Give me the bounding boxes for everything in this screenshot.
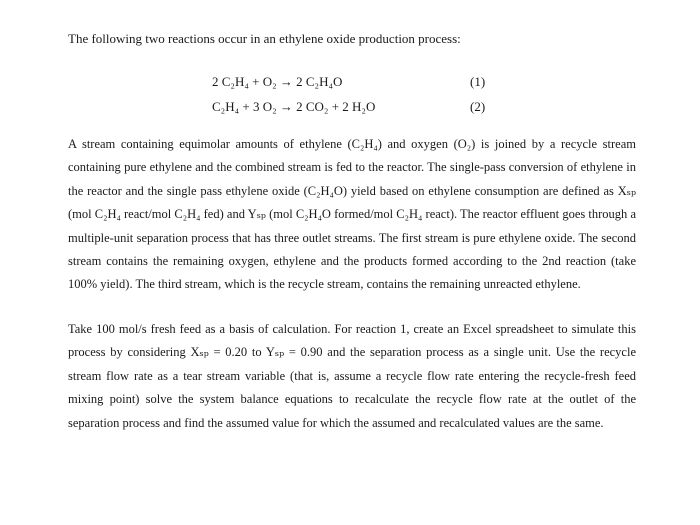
reaction-2-number: (2) [470,99,486,114]
reaction-1-number: (1) [470,74,486,89]
reaction-1-equation: 2 C₂H₄ + O₂ → 2 C₂H₄O [212,74,343,89]
intro-text: The following two reactions occur in an ethylene oxide production process: [68,31,461,46]
reaction-2 [212,99,492,119]
task-instructions-paragraph: Take 100 mol/s fresh feed as a basis of calculation. For reaction 1, create an Excel spreadsheet to simulate this process by considering Xₛₚ = 0.20 to Yₛₚ = 0.90 and the separation process as a single unit. Use the recycle stream flow rate as a tear stream variable (that is, assume a recycle flow rate entering the recycle-fresh feed mixing point) solve the system balance equations to recalculate the recycle flow rate at the outlet of the separation process and find the assumed value for which the assumed and recalculated values are the same. [68,322,636,430]
reaction-1 [212,74,492,94]
process-description-paragraph: A stream containing equimolar amounts of ethylene (C₂H₄) and oxygen (O₂) is joined by a recycle stream containing pure ethylene and the combined stream is fed to the reactor. The single-pass conversion of ethylene in the reactor and the single pass ethylene oxide (C₂H₄O) yield based on ethylene consumption are defined as Xₛₚ (mol C₂H₄ react/mol C₂H₄ fed) and Yₛₚ (mol C₂H₄O formed/mol C₂H₄ react). The reactor effluent goes through a multiple-unit separation process that has three outlet streams. The first stream is pure ethylene oxide. The second stream contains the remaining oxygen, ethylene and the products formed according to the 2nd reaction (take 100% yield). The third stream, which is the recycle stream, contains the remaining unreacted ethylene. [68,137,636,292]
reaction-2-equation: C₂H₄ + 3 O₂ → 2 CO₂ + 2 H₂O [212,99,376,114]
